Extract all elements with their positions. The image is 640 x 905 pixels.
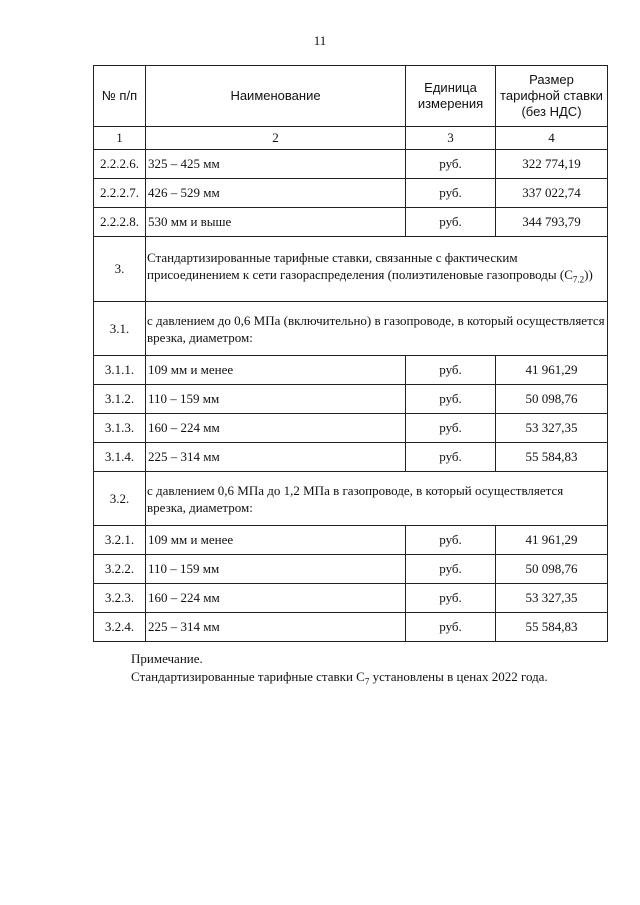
section-row-3 — [94, 237, 608, 302]
table-row — [94, 414, 608, 443]
row-rate: 50 098,76 — [496, 555, 608, 584]
row-number: 3.1.3. — [94, 414, 146, 443]
page-number: 11 — [313, 33, 327, 48]
row-number: 2.2.2.7. — [94, 179, 146, 208]
row-number: 3.1.2. — [94, 385, 146, 414]
section-title: Стандартизированные тарифные ставки, связанные с фактическим присоединением к сети газораспределения (полиэтиленовые газопроводы $(С_{7.2})$) — [146, 237, 608, 302]
row-unit: руб. — [406, 179, 496, 208]
row-number: 3.2.4. — [94, 613, 146, 642]
table-header-row — [94, 66, 608, 127]
row-rate: 322 774,19 — [496, 150, 608, 179]
row-rate: 53 327,35 — [496, 584, 608, 613]
row-rate: 41 961,29 — [496, 526, 608, 555]
row-unit: руб. — [406, 414, 496, 443]
row-name: 225 – 314 мм — [146, 443, 406, 472]
section-number: 3. — [94, 237, 146, 302]
header-unit: Единица измерения — [406, 66, 496, 127]
row-number: 3.2.2. — [94, 555, 146, 584]
tariff-table — [93, 65, 608, 642]
header-num: № п/п — [94, 66, 146, 127]
note-title: Примечание. — [131, 651, 203, 666]
row-rate: 41 961,29 — [496, 356, 608, 385]
row-name: 225 – 314 мм — [146, 613, 406, 642]
table-row — [94, 613, 608, 642]
row-rate: 344 793,79 — [496, 208, 608, 237]
row-number: 3.1.1. — [94, 356, 146, 385]
row-name: 530 мм и выше — [146, 208, 406, 237]
table-row — [94, 150, 608, 179]
row-name: 160 – 224 мм — [146, 414, 406, 443]
row-number: 3.1.4. — [94, 443, 146, 472]
section-row-3-2 — [94, 472, 608, 526]
column-number: 4 — [496, 127, 608, 150]
table-row — [94, 584, 608, 613]
section-row-3-1 — [94, 302, 608, 356]
column-number-row — [94, 127, 608, 150]
row-name: 160 – 224 мм — [146, 584, 406, 613]
row-unit: руб. — [406, 555, 496, 584]
row-rate: 337 022,74 — [496, 179, 608, 208]
note-body: Стандартизированные тарифные ставки $С_7$ установлены в ценах 2022 года. — [131, 669, 548, 687]
row-number: 2.2.2.8. — [94, 208, 146, 237]
row-number: 3.2.1. — [94, 526, 146, 555]
row-number: 3.2.3. — [94, 584, 146, 613]
row-unit: руб. — [406, 385, 496, 414]
row-name: 110 – 159 мм — [146, 385, 406, 414]
row-unit: руб. — [406, 208, 496, 237]
row-rate: 53 327,35 — [496, 414, 608, 443]
column-number: 1 — [94, 127, 146, 150]
row-name: 110 – 159 мм — [146, 555, 406, 584]
header-name: Наименование — [146, 66, 406, 127]
section-title: с давлением 0,6 МПа до 1,2 МПа в газопроводе, в который осуществляется врезка, диаметром: — [146, 472, 608, 526]
table-row — [94, 526, 608, 555]
row-unit: руб. — [406, 584, 496, 613]
row-rate: 55 584,83 — [496, 613, 608, 642]
row-name: 325 – 425 мм — [146, 150, 406, 179]
row-name: 109 мм и менее — [146, 526, 406, 555]
row-number: 2.2.2.6. — [94, 150, 146, 179]
table-row — [94, 385, 608, 414]
header-rate: Размер тарифной ставки (без НДС) — [496, 66, 608, 127]
section-number: 3.1. — [94, 302, 146, 356]
row-unit: руб. — [406, 150, 496, 179]
column-number: 2 — [146, 127, 406, 150]
table-row — [94, 208, 608, 237]
table-row — [94, 179, 608, 208]
row-rate: 50 098,76 — [496, 385, 608, 414]
row-name: 426 – 529 мм — [146, 179, 406, 208]
row-rate: 55 584,83 — [496, 443, 608, 472]
table-row — [94, 555, 608, 584]
row-name: 109 мм и менее — [146, 356, 406, 385]
row-unit: руб. — [406, 356, 496, 385]
row-unit: руб. — [406, 613, 496, 642]
row-unit: руб. — [406, 443, 496, 472]
table-row — [94, 443, 608, 472]
section-number: 3.2. — [94, 472, 146, 526]
column-number: 3 — [406, 127, 496, 150]
row-unit: руб. — [406, 526, 496, 555]
section-title: с давлением до 0,6 МПа (включительно) в газопроводе, в который осуществляется врезка, диаметром: — [146, 302, 608, 356]
table-row — [94, 356, 608, 385]
